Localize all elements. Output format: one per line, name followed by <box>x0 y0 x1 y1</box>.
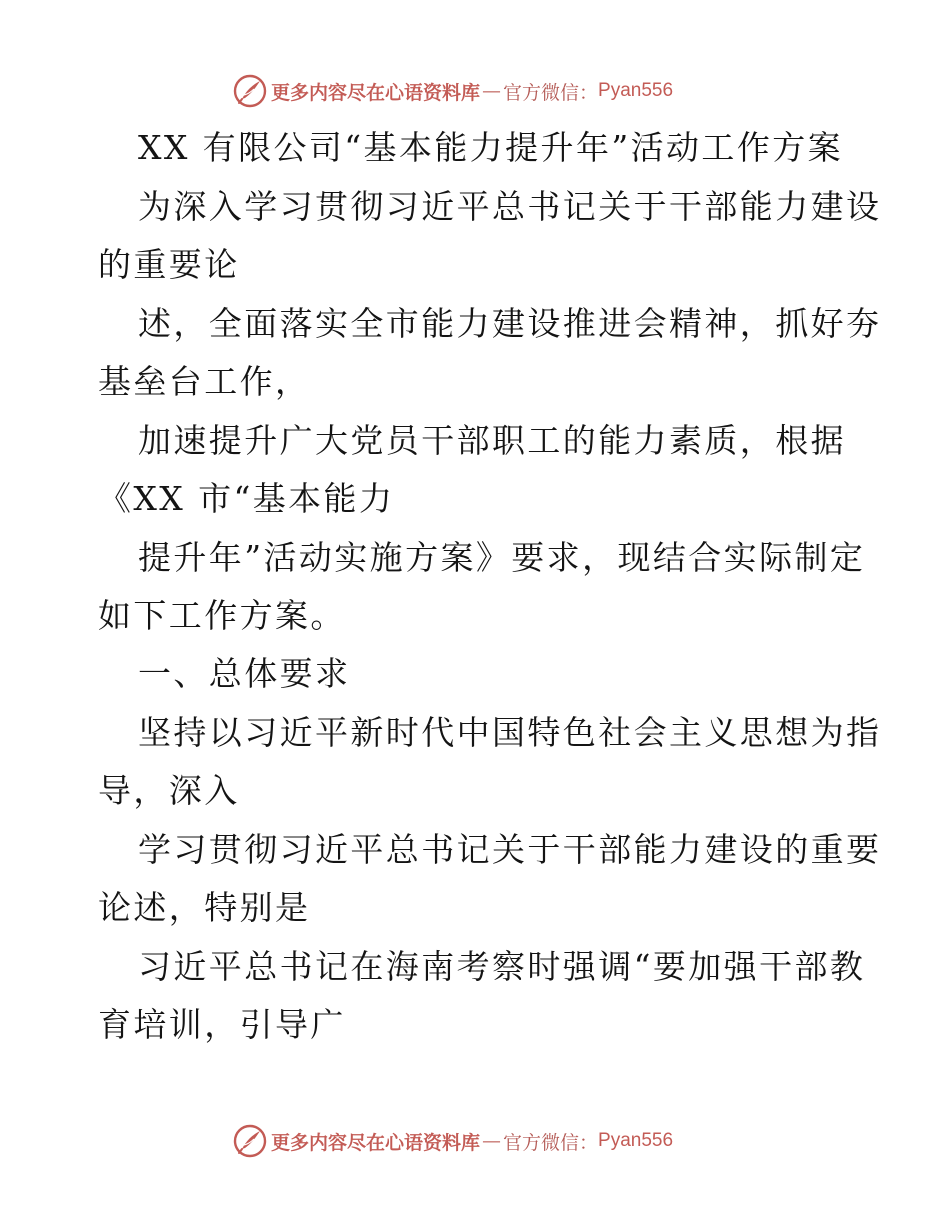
watermark-dash: — <box>482 80 502 102</box>
watermark-wechat-id: Pyan556 <box>598 80 674 101</box>
paragraph-line: 习近平总书记在海南考察时强调“要加强干部教 <box>138 947 866 986</box>
paragraph-line: 学习贯彻习近平总书记关于干部能力建设的重要 <box>138 830 882 869</box>
section-heading: 一、总体要求 <box>138 654 351 693</box>
footer-watermark <box>233 1124 673 1158</box>
paragraph-line: 育培训，引导广 <box>98 1005 346 1044</box>
paragraph-line: 述，全面落实全市能力建设推进会精神，抓好夯 <box>138 304 882 343</box>
document-title: XX 有限公司“基本能力提升年”活动工作方案 <box>138 128 844 167</box>
watermark-dash: — <box>482 1130 502 1152</box>
paragraph-line: 加速提升广大党员干部职工的能力素质，根据 <box>138 421 846 460</box>
watermark-main-text: 更多内容尽在心语资料库 <box>271 81 481 104</box>
paragraph-line: 基垒台工作， <box>98 362 311 401</box>
watermark-main-text: 更多内容尽在心语资料库 <box>271 1131 481 1154</box>
watermark-wechat-label: 官方微信： <box>503 81 599 104</box>
paragraph-line: 坚持以习近平新时代中国特色社会主义思想为指 <box>138 713 882 752</box>
paragraph-line: 如下工作方案。 <box>98 596 346 635</box>
paragraph-line: 为深入学习贯彻习近平总书记关于干部能力建设 <box>138 187 882 226</box>
watermark-wechat-id: Pyan556 <box>598 1130 674 1151</box>
header-watermark <box>233 74 673 108</box>
paragraph-line: 《XX 市“基本能力 <box>98 479 395 518</box>
paragraph-line: 提升年”活动实施方案》要求，现结合实际制定 <box>138 538 866 577</box>
paragraph-line: 的重要论 <box>98 245 240 284</box>
paragraph-line: 导，深入 <box>98 771 240 810</box>
watermark-wechat-label: 官方微信： <box>503 1131 599 1154</box>
paragraph-line: 论述，特别是 <box>98 888 311 927</box>
quill-seal-icon <box>233 1124 267 1158</box>
quill-seal-icon <box>233 74 267 108</box>
